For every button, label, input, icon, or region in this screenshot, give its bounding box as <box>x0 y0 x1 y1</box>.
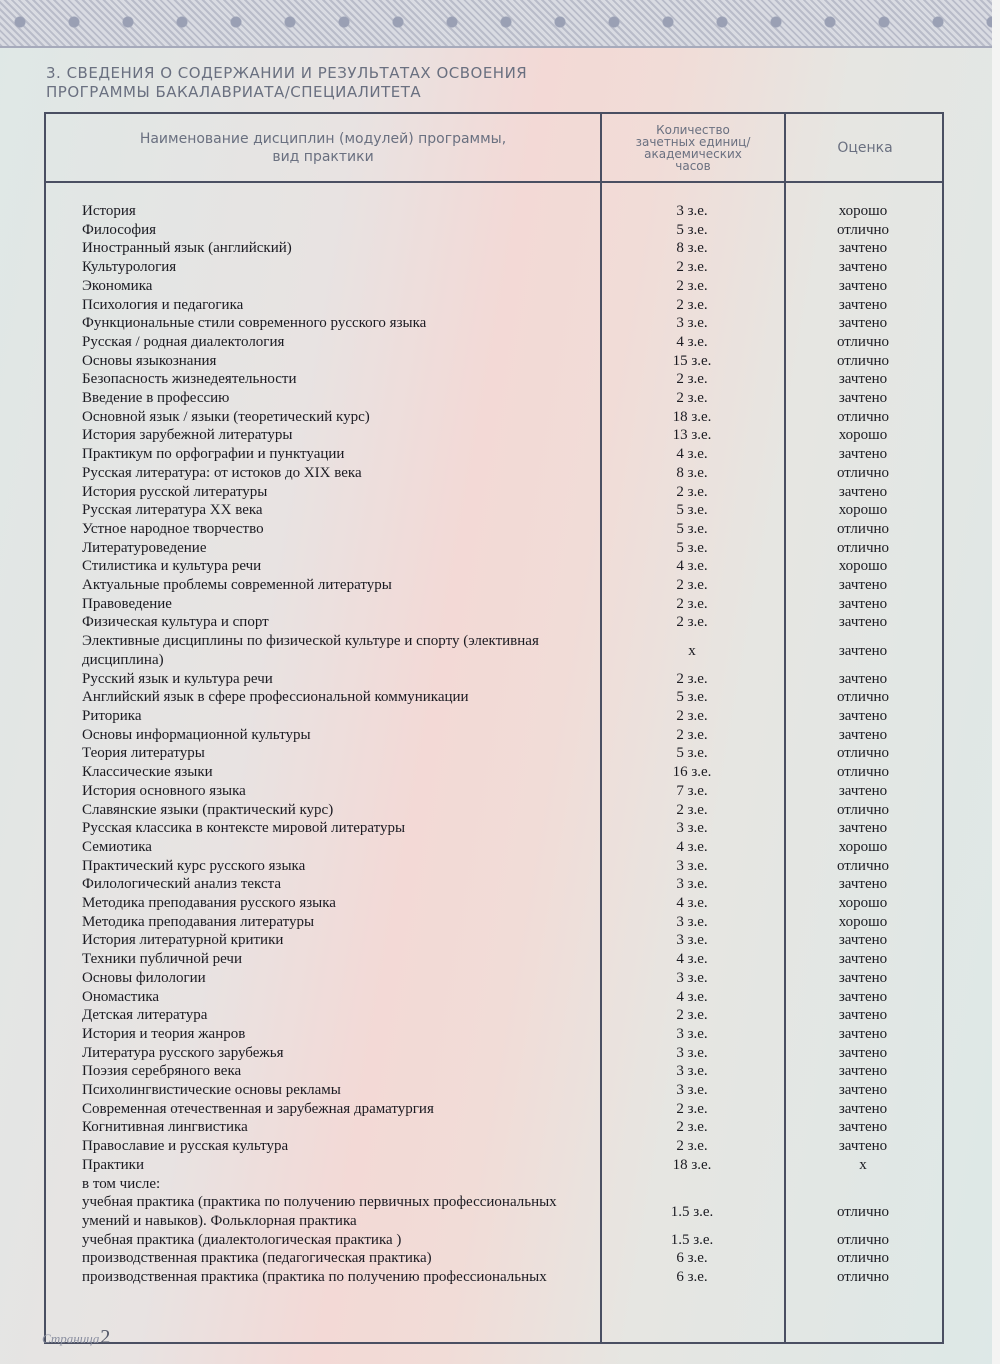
credits-value: 2 з.е. <box>676 614 708 631</box>
discipline-name: Культурология <box>82 259 177 276</box>
table-row <box>46 1137 942 1156</box>
grade-value: зачтено <box>838 446 888 463</box>
grade-value: отлично <box>836 520 890 537</box>
discipline-name: История основного языка <box>82 782 246 799</box>
table-row <box>46 726 942 745</box>
discipline-name: Элективные дисциплины по физической культуре и спорту (элективная дисциплина) <box>82 633 539 668</box>
discipline-name: Устное народное творчество <box>82 520 264 537</box>
credits-value: 3 з.е. <box>676 857 708 874</box>
table-row <box>46 520 942 539</box>
credits-value: 6 з.е. <box>676 1269 708 1286</box>
discipline-name: Правоведение <box>82 595 172 612</box>
discipline-name: Психолингвистические основы рекламы <box>82 1082 341 1099</box>
table-row <box>46 464 942 483</box>
table-row <box>46 389 942 408</box>
grade-value: зачтено <box>838 371 888 388</box>
header-credits-line: зачетных единиц/ <box>635 134 751 149</box>
credits-value: 3 з.е. <box>676 932 708 949</box>
credits-value: 2 з.е. <box>676 1119 708 1136</box>
grade-value: зачтено <box>838 577 888 594</box>
table-row <box>46 613 942 632</box>
header-discipline-line: вид практики <box>272 148 374 165</box>
discipline-name: производственная практика (педагогическая практика) <box>82 1250 432 1267</box>
table-row <box>46 763 942 782</box>
table-row <box>46 1156 942 1175</box>
discipline-name: Практики <box>82 1156 144 1173</box>
grade-value: отлично <box>836 745 890 762</box>
grade-value: хорошо <box>838 203 888 219</box>
credits-value: 18 з.е. <box>672 1156 712 1173</box>
header-credits <box>602 114 784 181</box>
grade-value: зачтено <box>838 782 888 799</box>
table-row <box>46 1062 942 1081</box>
section-title <box>46 64 606 102</box>
header-credits-line: часов <box>675 158 711 173</box>
credits-value: 2 з.е. <box>676 577 708 594</box>
credits-value: 2 з.е. <box>676 390 708 407</box>
table-row <box>46 202 942 221</box>
discipline-name: Основной язык / языки (теоретический курс) <box>82 408 370 425</box>
page-edge <box>992 0 1000 1364</box>
credits-value: 3 з.е. <box>676 876 708 893</box>
grade-value: отлично <box>836 408 890 425</box>
credits-value: 3 з.е. <box>676 1025 708 1042</box>
credits-value: 4 з.е. <box>676 446 708 463</box>
grade-value: хорошо <box>838 558 888 575</box>
table-row <box>46 314 942 333</box>
grade-value: зачтено <box>838 969 888 986</box>
discipline-name: Основы филологии <box>82 969 206 986</box>
discipline-name: Иностранный язык (английский) <box>82 240 292 257</box>
grade-value: зачтено <box>838 1063 888 1080</box>
grade-value: зачтено <box>838 614 888 631</box>
grade-value: зачтено <box>838 1138 888 1155</box>
grade-value: зачтено <box>838 390 888 407</box>
table-row <box>46 988 942 1007</box>
grade-value: зачтено <box>838 726 888 743</box>
credits-value: 5 з.е. <box>676 502 708 519</box>
grade-value: зачтено <box>838 1082 888 1099</box>
table-row <box>46 670 942 689</box>
grade-value: зачтено <box>838 988 888 1005</box>
discipline-name: производственная практика (практика по получению профессиональных <box>82 1269 547 1286</box>
grade-value: зачтено <box>838 1119 888 1136</box>
credits-value: 2 з.е. <box>676 1100 708 1117</box>
discipline-name: Детская литература <box>82 1007 208 1024</box>
grade-value: зачтено <box>838 315 888 332</box>
credits-value: 2 з.е. <box>676 707 708 724</box>
grade-value: отлично <box>836 333 890 350</box>
grade-value: зачтено <box>838 483 888 500</box>
grade-value: x <box>859 1156 867 1173</box>
page-label: Страница <box>42 1331 100 1346</box>
discipline-name: Психология и педагогика <box>82 296 244 313</box>
table-row <box>46 1268 942 1287</box>
discipline-name: Славянские языки (практический курс) <box>82 801 334 818</box>
grade-value: зачтено <box>838 1100 888 1117</box>
credits-value: 1.5 з.е. <box>670 1231 714 1248</box>
table-row <box>46 258 942 277</box>
table-row <box>46 576 942 595</box>
table-row <box>46 557 942 576</box>
discipline-name: Литературоведение <box>82 539 207 556</box>
credits-value: 2 з.е. <box>676 595 708 612</box>
discipline-name: Практический курс русского языка <box>82 857 306 874</box>
table-row <box>46 483 942 502</box>
grade-value: зачтено <box>838 595 888 612</box>
discipline-name: Основы информационной культуры <box>82 726 311 743</box>
discipline-name: История русской литературы <box>82 483 268 500</box>
discipline-name: Литература русского зарубежья <box>82 1044 284 1061</box>
credits-value: 18 з.е. <box>672 408 712 425</box>
grade-value: зачтено <box>838 951 888 968</box>
table-row <box>46 445 942 464</box>
discipline-name: Стилистика и культура речи <box>82 558 262 575</box>
grade-value: отлично <box>836 1250 890 1267</box>
header-divider <box>46 181 942 183</box>
discipline-name: Философия <box>82 221 157 238</box>
credits-value: 4 з.е. <box>676 988 708 1005</box>
grade-value: зачтено <box>838 1007 888 1024</box>
grade-value: зачтено <box>838 642 888 659</box>
credits-value: 3 з.е. <box>676 1082 708 1099</box>
guilloche-border <box>0 0 1000 48</box>
grades-table <box>44 112 944 1344</box>
table-row <box>46 1006 942 1025</box>
credits-value: 3 з.е. <box>676 1063 708 1080</box>
discipline-name: Русская литература: от истоков до XIX века <box>82 464 362 481</box>
discipline-name: Основы языкознания <box>82 352 217 369</box>
table-row <box>46 838 942 857</box>
table-row <box>46 408 942 427</box>
grade-value: зачтено <box>838 820 888 837</box>
grade-value: отлично <box>836 221 890 238</box>
credits-value: 3 з.е. <box>676 1044 708 1061</box>
grade-value: зачтено <box>838 277 888 294</box>
discipline-name: Когнитивная лингвистика <box>82 1119 248 1136</box>
table-row <box>46 744 942 763</box>
discipline-name: История зарубежной литературы <box>82 427 293 444</box>
credits-value: 8 з.е. <box>676 464 708 481</box>
grade-value: зачтено <box>838 240 888 257</box>
discipline-name: Физическая культура и спорт <box>82 614 269 631</box>
credits-value: 16 з.е. <box>672 764 712 781</box>
credits-value: 2 з.е. <box>676 726 708 743</box>
table-row <box>46 950 942 969</box>
discipline-name: История <box>82 203 136 219</box>
table-row <box>46 913 942 932</box>
table-row <box>46 1118 942 1137</box>
grade-value: хорошо <box>838 427 888 444</box>
grade-value: отлично <box>836 857 890 874</box>
grade-value: хорошо <box>838 502 888 519</box>
discipline-name: Филологический анализ текста <box>82 876 281 893</box>
grade-value: зачтено <box>838 296 888 313</box>
grade-value: зачтено <box>838 670 888 687</box>
credits-value: 3 з.е. <box>676 315 708 332</box>
credits-value: 3 з.е. <box>676 969 708 986</box>
grade-value: зачтено <box>838 259 888 276</box>
credits-value: 2 з.е. <box>676 371 708 388</box>
grade-value: зачтено <box>838 932 888 949</box>
credits-value: 2 з.е. <box>676 670 708 687</box>
table-row <box>46 296 942 315</box>
table-row <box>46 894 942 913</box>
grade-value: хорошо <box>838 895 888 912</box>
table-row <box>46 539 942 558</box>
discipline-name: Методика преподавания литературы <box>82 913 315 930</box>
grade-value: хорошо <box>838 838 888 855</box>
discipline-name: Классические языки <box>82 764 213 781</box>
discipline-name: Русская классика в контексте мировой литературы <box>82 820 406 837</box>
grade-value: хорошо <box>838 913 888 930</box>
grade-value: зачтено <box>838 1044 888 1061</box>
credits-value: x <box>688 642 696 659</box>
credits-value: 13 з.е. <box>672 427 712 444</box>
discipline-name: Семиотика <box>82 838 152 855</box>
discipline-name: Риторика <box>82 707 142 724</box>
discipline-name: Теория литературы <box>82 745 205 762</box>
table-row <box>46 1081 942 1100</box>
table-row <box>46 1025 942 1044</box>
credits-value: 2 з.е. <box>676 1007 708 1024</box>
credits-value: 8 з.е. <box>676 240 708 257</box>
section-title-line-2: ПРОГРАММЫ БАКАЛАВРИАТА/СПЕЦИАЛИТЕТА <box>46 83 422 101</box>
credits-value: 4 з.е. <box>676 838 708 855</box>
grade-value: отлично <box>836 1203 890 1220</box>
header-discipline <box>46 114 600 181</box>
discipline-name: в том числе: <box>82 1175 161 1192</box>
credits-value: 5 з.е. <box>676 539 708 556</box>
table-row <box>46 239 942 258</box>
discipline-name: Введение в профессию <box>82 390 230 407</box>
discipline-name: Методика преподавания русского языка <box>82 895 336 912</box>
table-row <box>46 1249 942 1268</box>
header-credits-line: Количество <box>656 122 730 137</box>
discipline-name: Современная отечественная и зарубежная драматургия <box>82 1100 434 1117</box>
discipline-name: История литературной критики <box>82 932 284 949</box>
grade-value: отлично <box>836 352 890 369</box>
credits-value: 2 з.е. <box>676 483 708 500</box>
table-row <box>46 1100 942 1119</box>
credits-value: 2 з.е. <box>676 259 708 276</box>
table-row <box>46 931 942 950</box>
table-row <box>46 595 942 614</box>
grade-value: отлично <box>836 689 890 706</box>
grade-value: зачтено <box>838 1025 888 1042</box>
grade-value: отлично <box>836 539 890 556</box>
table-row <box>46 857 942 876</box>
table-row <box>46 221 942 240</box>
table-row <box>46 426 942 445</box>
credits-value: 4 з.е. <box>676 558 708 575</box>
credits-value: 5 з.е. <box>676 520 708 537</box>
table-row <box>46 688 942 707</box>
discipline-name: История и теория жанров <box>82 1025 246 1042</box>
credits-value: 5 з.е. <box>676 745 708 762</box>
credits-value: 3 з.е. <box>676 820 708 837</box>
credits-value: 7 з.е. <box>676 782 708 799</box>
grade-value: зачтено <box>838 707 888 724</box>
table-row <box>46 333 942 352</box>
header-discipline-line: Наименование дисциплин (модулей) программы, <box>139 130 507 147</box>
credits-value: 1.5 з.е. <box>670 1203 714 1220</box>
discipline-name: Русский язык и культура речи <box>82 670 273 687</box>
discipline-name: Техники публичной речи <box>82 951 242 968</box>
credits-value: 3 з.е. <box>676 913 708 930</box>
credits-value: 2 з.е. <box>676 296 708 313</box>
table-row <box>46 782 942 801</box>
table-row <box>46 352 942 371</box>
credits-value: 4 з.е. <box>676 895 708 912</box>
table-row <box>46 1193 942 1230</box>
table-row <box>46 707 942 726</box>
table-row <box>46 370 942 389</box>
discipline-name: Экономика <box>82 277 153 294</box>
discipline-name: Функциональные стили современного русского языка <box>82 315 427 332</box>
discipline-name: Ономастика <box>82 988 160 1005</box>
credits-value: 5 з.е. <box>676 221 708 238</box>
table-row <box>46 801 942 820</box>
grade-value: зачтено <box>838 876 888 893</box>
credits-value: 5 з.е. <box>676 689 708 706</box>
header-grade: Оценка <box>837 139 893 156</box>
table-body <box>46 202 942 1287</box>
table-row <box>46 1175 942 1194</box>
section-title-line-1: 3. СВЕДЕНИЯ О СОДЕРЖАНИИ И РЕЗУЛЬТАТАХ ОСВОЕНИЯ <box>46 64 528 82</box>
discipline-name: Английский язык в сфере профессиональной коммуникации <box>82 689 469 706</box>
table-row <box>46 969 942 988</box>
credits-value: 3 з.е. <box>676 203 708 219</box>
discipline-name: Поэзия серебряного века <box>82 1063 242 1080</box>
grade-value: отлично <box>836 801 890 818</box>
credits-value: 15 з.е. <box>672 352 712 369</box>
credits-value: 2 з.е. <box>676 1138 708 1155</box>
discipline-name: Актуальные проблемы современной литературы <box>82 577 392 594</box>
table-row <box>46 875 942 894</box>
credits-value: 4 з.е. <box>676 951 708 968</box>
credits-value: 4 з.е. <box>676 333 708 350</box>
grade-value: отлично <box>836 764 890 781</box>
discipline-name: учебная практика (практика по получению первичных профессиональных умений и навыков). Фольклорная практика <box>82 1194 557 1229</box>
grade-value: отлично <box>836 1231 890 1248</box>
table-row <box>46 1231 942 1250</box>
grade-value: отлично <box>836 1269 890 1286</box>
discipline-name: Практикум по орфографии и пунктуации <box>82 446 345 463</box>
credits-value: 6 з.е. <box>676 1250 708 1267</box>
header-credits-line: академических <box>644 146 742 161</box>
credits-value: 2 з.е. <box>676 801 708 818</box>
discipline-name: Русская литература XX века <box>82 502 263 519</box>
discipline-name: Русская / родная диалектология <box>82 333 285 350</box>
discipline-name: Безопасность жизнедеятельности <box>82 371 297 388</box>
table-row <box>46 819 942 838</box>
discipline-name: учебная практика (диалектологическая практика ) <box>82 1231 402 1248</box>
page-number: 2 <box>100 1326 111 1348</box>
page-footer <box>42 1326 110 1349</box>
grade-value: отлично <box>836 464 890 481</box>
table-row <box>46 632 942 669</box>
table-row <box>46 501 942 520</box>
discipline-name: Православие и русская культура <box>82 1138 289 1155</box>
table-row <box>46 277 942 296</box>
table-row <box>46 1044 942 1063</box>
credits-value: 2 з.е. <box>676 277 708 294</box>
